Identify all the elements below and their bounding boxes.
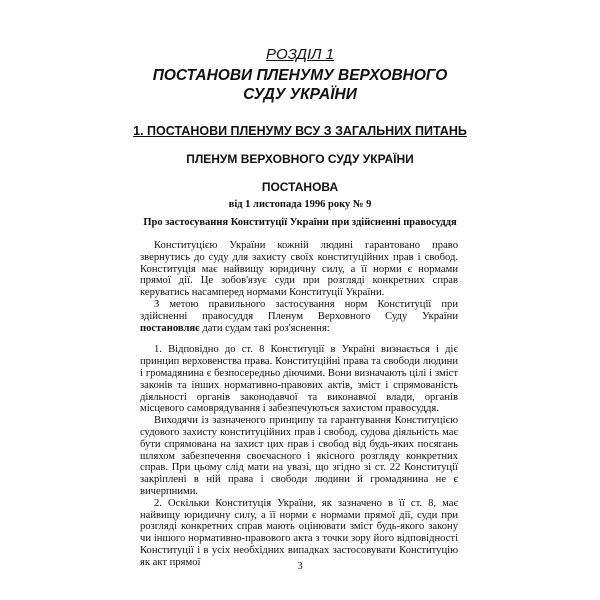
subsection-heading: 1. ПОСТАНОВИ ПЛЕНУМУ ВСУ З ЗАГАЛЬНИХ ПИТАНЬ <box>133 124 467 138</box>
spacer <box>140 334 458 344</box>
paragraph: Конституцією України кожній людині гарантовано право звернутись до суду для захисту своїх конституційних прав і свобод. Конституція має найвищу юридичну силу, а її норми є нормами прямої дії. Це зобов'язує суди при розгляді конкретних справ керуватись насамперед нормами Конституції України. <box>140 240 458 299</box>
paragraph: 1. Відповідно до ст. 8 Конституції в Україні визнається і діє принцип верховенства права. Конституційні права та свободи людини і громадянина є безпосередньо діючими. Вони визначають цілі і зміст законів та інших нормативно-правових актів, зміст і спрямованість діяльності органів законодавчої та виконавчої влади, органів місцевого самоврядування і забезпечуються захистом правосуддя. <box>140 344 458 415</box>
document-type: ПОСТАНОВА <box>261 180 339 194</box>
paragraph: 2. Оскільки Конституція України, як зазначено в її ст. 8, має найвищу юридичну силу, а її норми є нормами прямої дії, суди при розгляді конкретних справ мають оцінювати зміст будь-якого закону чи іншого нормативно-правового акта з точки зору його відповідності Конституції і в усіх необхідних випадках застосовувати Конституцію як акт прямої <box>140 497 458 568</box>
section-title: ПОСТАНОВИ ПЛЕНУМУ ВЕРХОВНОГО СУДУ УКРАЇНИ <box>152 67 448 103</box>
paragraph-text: дати судам такі роз'яснення: <box>199 322 330 334</box>
resolution-keyword: постановляє <box>140 322 200 334</box>
paragraph: Виходячи із зазначеного принципу та гарантування Конституцією судового захисту конституційних прав і свобод, судова діяльність має бути спрямована на захист цих прав і свобод від будь-яких посягань шляхом забезпечення своєчасного і якісного розгляду конкретних справ. При цьому слід мати на увазі, що згідно зі ст. 22 Конституції закріплені в ній права і свободи людини й громадянина не є вичерпними. <box>140 415 458 497</box>
paragraph <box>140 299 458 334</box>
document-subject: Про застосування Конституції України при здійсненні правосуддя <box>143 217 457 228</box>
document-date: від 1 листопада 1996 року № 9 <box>228 199 372 210</box>
document-body <box>140 240 458 569</box>
section-label: РОЗДІЛ 1 <box>266 46 334 63</box>
page-number: 3 <box>297 561 303 572</box>
court-heading: ПЛЕНУМ ВЕРХОВНОГО СУДУ УКРАЇНИ <box>186 152 414 166</box>
paragraph-text: З метою правильного застосування норм Конституції при здійсненні правосуддя Пленум Верховного Суду України <box>140 298 458 322</box>
